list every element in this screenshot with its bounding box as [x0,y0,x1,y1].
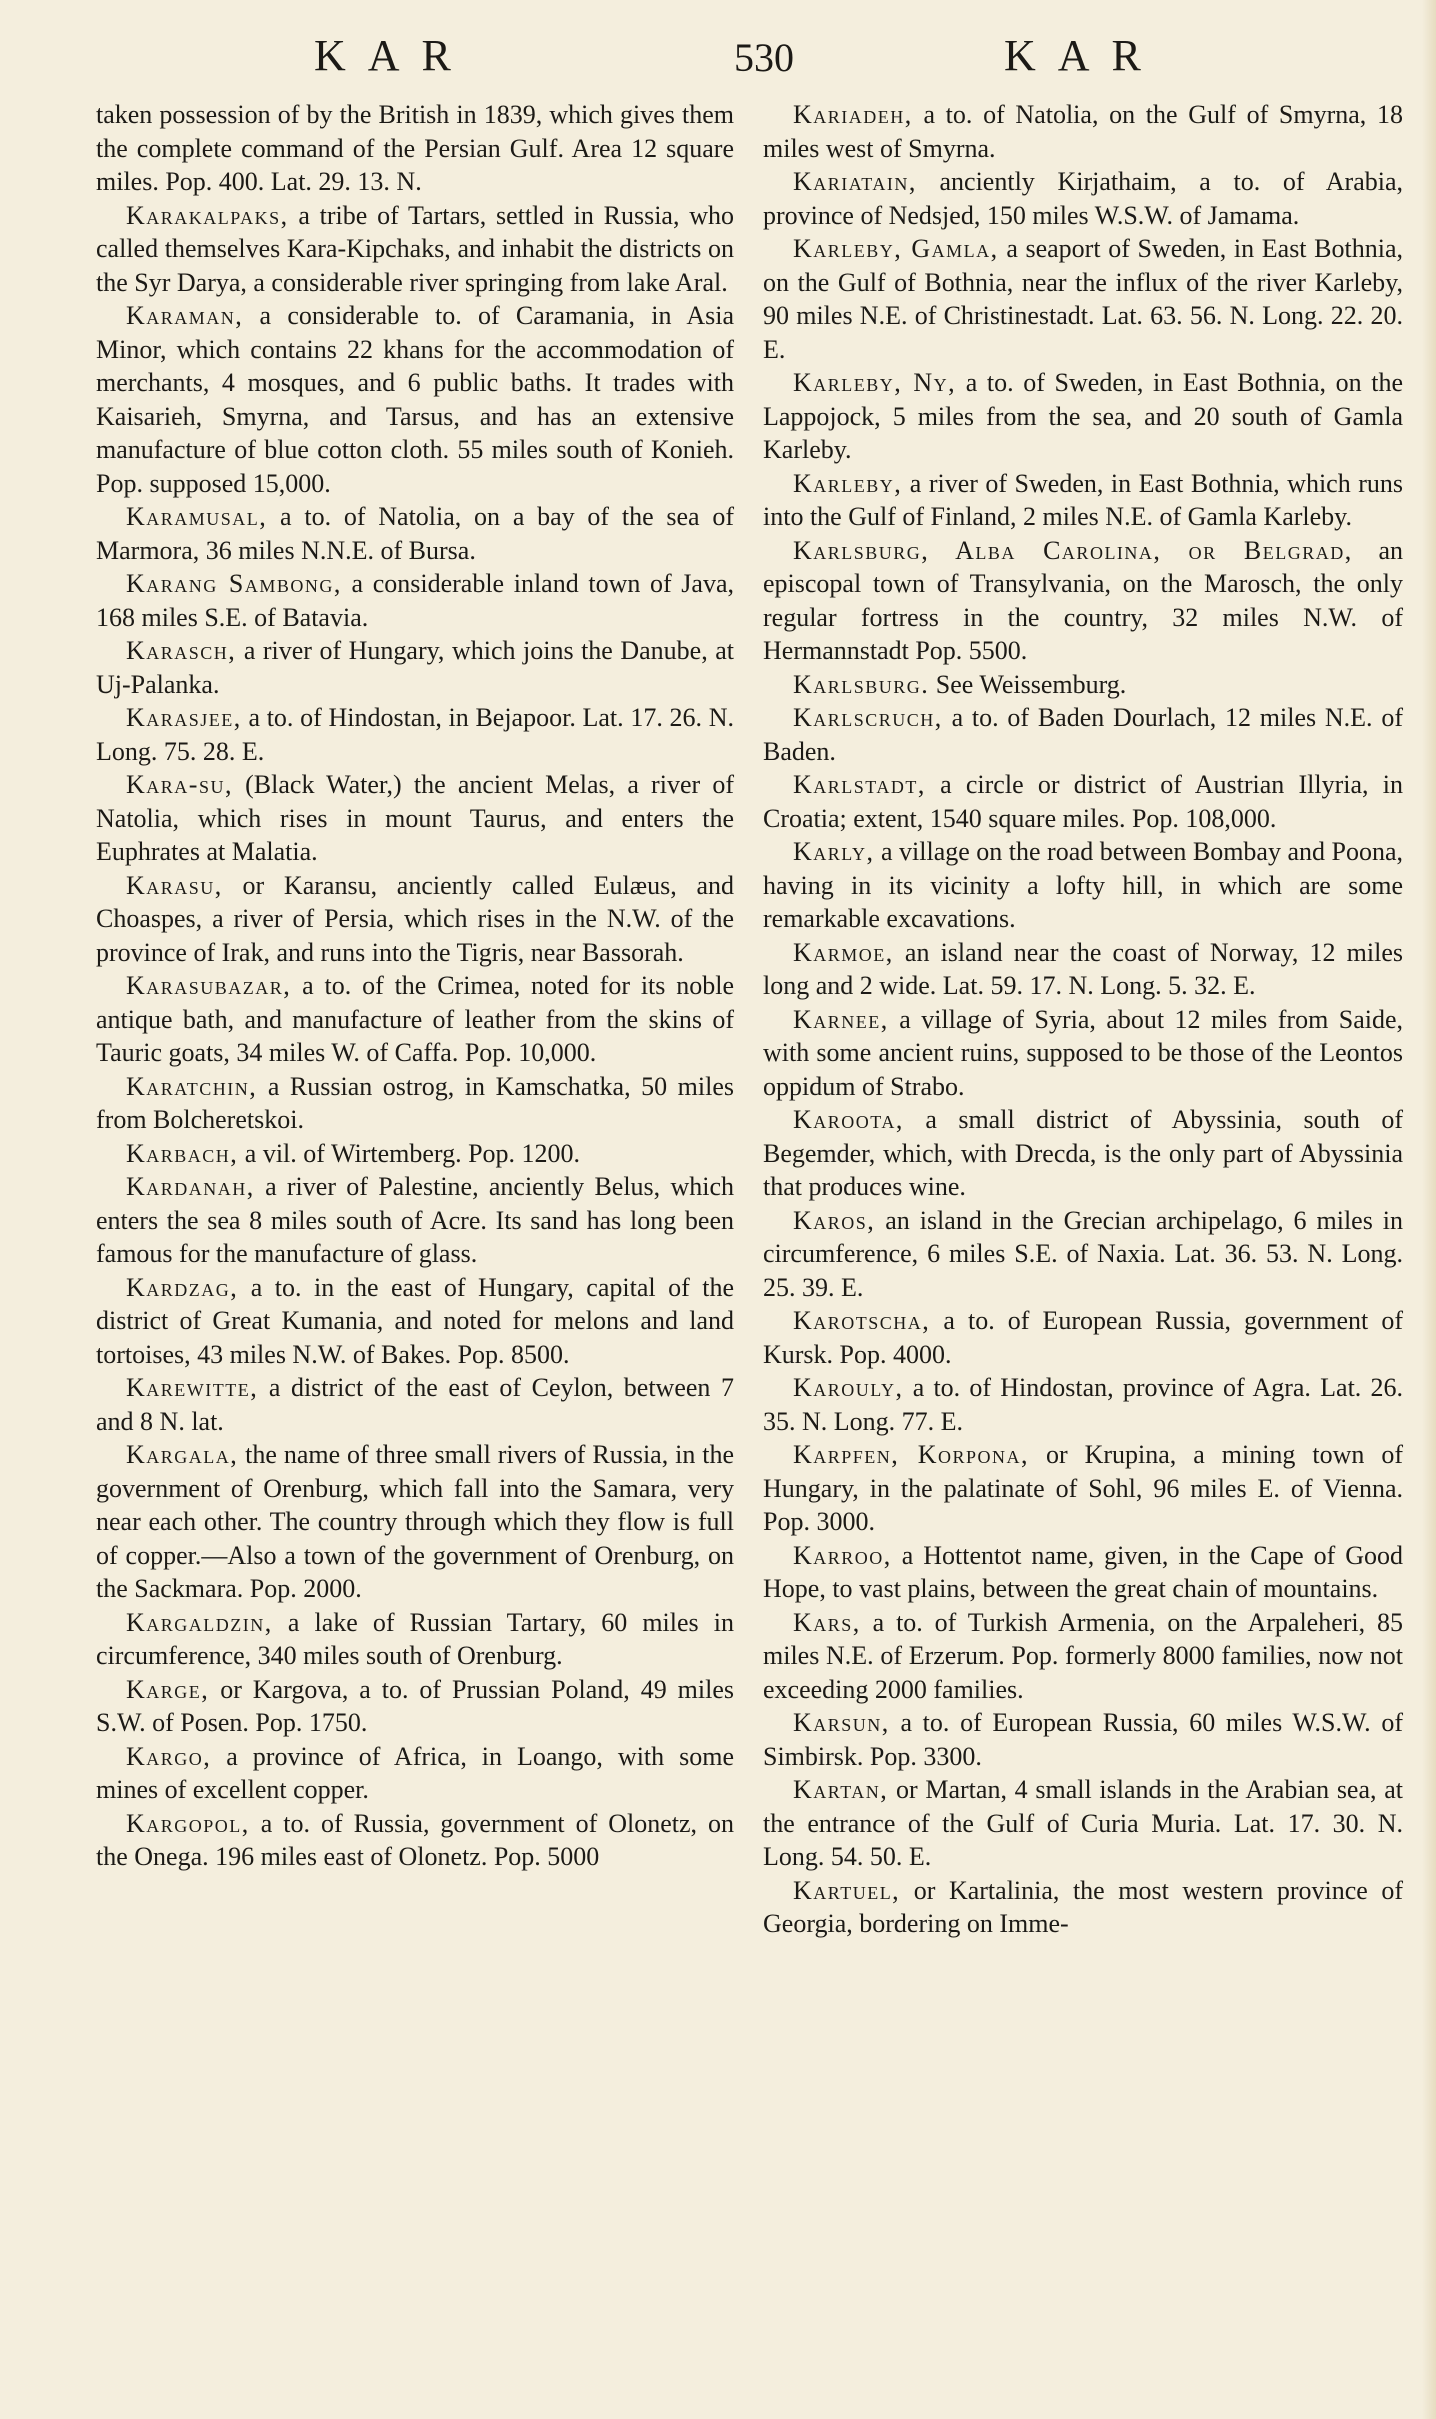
entry-headword: Kargo, [126,1741,212,1771]
gazetteer-entry [96,1606,734,1673]
entry-text: a river of Palestine, anciently Belus, which enters the sea 8 miles south of Acre. Its sand has long been famous for the manufacture of glass. [96,1172,734,1268]
entry-text: an island in the Grecian archipelago, 6 miles in circumference, 6 miles S.E. of Naxia. Lat. 36. 53. N. Long. 25. 39. E. [763,1205,1403,1302]
gazetteer-entry [763,1773,1403,1874]
entry-headword: Karasjee, [126,703,242,732]
entry-text: or Kartalinia, the most western province of Georgia, bordering on Imme- [763,1875,1403,1938]
entry-text: a tribe of Tartars, settled in Russia, who called themselves Kara-Kipchaks, and inhabit the districts on the Syr Darya, a considerable river springing from lake Aral. [96,200,734,297]
gazetteer-entry [763,467,1403,534]
gazetteer-entry [763,1371,1403,1438]
gazetteer-entry [763,701,1403,768]
gazetteer-entry [96,869,734,970]
entry-text: a to. of Russia, government of Olonetz, on the Onega. 196 miles east of Olonetz. Pop. 5000 [96,1808,734,1871]
page-edge [1422,0,1436,2419]
running-header [0,30,1436,90]
gazetteer-entry [763,1606,1403,1707]
page-number: 530 [734,35,794,80]
gazetteer-entry [96,98,734,199]
gazetteer-entry [96,1673,734,1740]
gazetteer-entry [763,1706,1403,1773]
gazetteer-entry [763,768,1403,835]
entry-text: a to. of Sweden, in East Bothnia, on the Lappojock, 5 miles from the sea, and 20 south of Gamla Karleby. [763,368,1403,464]
entry-headword: Karleby, [793,468,903,498]
gazetteer-entry [763,1103,1403,1204]
entry-headword: Karpfen, Korpona, [793,1440,1030,1469]
entry-text: a district of the east of Ceylon, between 7 and 8 N. lat. [96,1373,734,1436]
entry-text: a river of Sweden, in East Bothnia, which runs into the Gulf of Finland, 2 miles N.E. of Gamla Karleby. [763,468,1403,531]
gazetteer-entry [763,1438,1403,1539]
entry-headword: Karmoe, [793,937,894,967]
entry-text: a village of Syria, about 12 miles from Saide, with some ancient ruins, supposed to be those of the Leontos oppidum of Strabo. [763,1004,1403,1101]
gazetteer-entry [96,768,734,869]
entry-text: a to. of Natolia, on a bay of the sea of Marmora, 36 miles N.N.E. of Bursa. [96,502,734,565]
entry-text: the name of three small rivers of Russia, in the government of Orenburg, which fall into the Samara, very near each other. The country through which they flow is full of copper.—Also a town of the government of Orenburg, on the Sackmara. Pop. 2000. [96,1440,734,1603]
entry-text: a small district of Abyssinia, south of Begemder, which, with Drecda, is the only part of Abyssinia that produces wine. [763,1105,1403,1201]
entry-headword: Kargala, [126,1440,239,1469]
gazetteer-entry [763,1204,1403,1305]
entry-text: or Kargova, a to. of Prussian Poland, 49 miles S.W. of Posen. Pop. 1750. [96,1674,734,1737]
gazetteer-entry [96,1807,734,1874]
gazetteer-entry [96,199,734,300]
entry-text: a considerable inland town of Java, 168 miles S.E. of Batavia. [96,569,734,632]
entry-text: a circle or district of Austrian Illyria, in Croatia; extent, 1540 square miles. Pop. 108,000. [763,770,1403,833]
entry-text: a to. of European Russia, 60 miles W.S.W. of Simbirsk. Pop. 3300. [763,1708,1403,1771]
gazetteer-entry [96,634,734,701]
entry-headword: Karlsburg. [793,669,930,699]
entry-headword: Karoota, [793,1105,904,1134]
gazetteer-entry [96,1740,734,1807]
entry-headword: Kargaldzin, [126,1607,273,1637]
entry-text: taken possession of by the British in 1839, which gives them the complete command of the Persian Gulf. Area 12 square miles. Pop. 400. Lat. 29. 13. N. [96,100,734,196]
entry-text: or Krupina, a mining town of Hungary, in the palatinate of Sohl, 96 miles E. of Vienna. Pop. 3000. [763,1440,1403,1536]
entry-text: a to. of European Russia, government of Kursk. Pop. 4000. [763,1306,1403,1369]
entry-headword: Karasch, [126,636,237,665]
entry-text: a to. in the east of Hungary, capital of the district of Great Kumania, and noted for melons and land tortoises, 43 miles N.W. of Bakes. Pop. 8500. [96,1272,734,1369]
entry-text: a to. of Natolia, on the Gulf of Smyrna, 18 miles west of Smyrna. [763,100,1403,163]
entry-headword: Karbach, [126,1138,239,1168]
gazetteer-entry [96,567,734,634]
entry-text: a to. of the Crimea, noted for its noble antique bath, and manufacture of leather from the skins of Tauric goats, 34 miles W. of Caffa. Pop. 10,000. [96,971,734,1067]
entry-headword: Karnee, [793,1004,889,1034]
entry-text: See Weissemburg. [929,669,1127,699]
gazetteer-entry [763,1304,1403,1371]
entry-text: a considerable to. of Caramania, in Asia Minor, which contains 22 khans for the accommodation of merchants, 4 mosques, and 6 public baths. It trades with Kaisarieh, Smyrna, and Tarsus, and has an extensive manufacture of blue cotton cloth. 55 miles south of Konieh. Pop. supposed 15,000. [96,301,734,498]
entry-headword: Karlsburg, Alba Carolina, or Belgrad, [793,535,1353,565]
entry-headword: Karamusal, [126,502,268,531]
entry-headword: Karatchin, [126,1071,258,1101]
entry-headword: Kariatain, [793,167,917,196]
entry-text: an episcopal town of Transylvania, on the Marosch, the only regular fortress in the country, 32 miles N.W. of Hermannstadt Pop. 5500. [763,535,1404,665]
entry-text: a to. of Hindostan, province of Agra. Lat. 26. 35. N. Long. 77. E. [763,1373,1403,1436]
entry-headword: Karleby, Gamla, [793,234,999,263]
entry-headword: Kara-su, [126,770,233,799]
gazetteer-entry [96,1271,734,1372]
gazetteer-entry [763,232,1403,366]
gazetteer-entry [96,1371,734,1438]
entry-headword: Karasubazar, [126,971,292,1000]
entry-text: a Hottentot name, given, in the Cape of Good Hope, to vast plains, between the great chain of mountains. [763,1540,1403,1603]
gazetteer-entry [763,366,1403,467]
entry-headword: Kardzag, [126,1272,239,1302]
entry-headword: Karotscha, [793,1306,931,1335]
gazetteer-entry [96,969,734,1070]
gazetteer-entry [763,835,1403,936]
gazetteer-entry [763,534,1403,668]
entry-text: or Martan, 4 small islands in the Arabian sea, at the entrance of the Gulf of Curia Muria. Lat. 17. 30. N. Long. 54. 50. E. [763,1775,1403,1871]
entry-text: a river of Hungary, which joins the Danube, at Uj-Palanka. [96,636,734,699]
gazetteer-entry [763,165,1403,232]
entry-text: a seaport of Sweden, in East Bothnia, on the Gulf of Bothnia, near the influx of the river Karleby, 90 miles N.E. of Christinestadt. Lat. 63. 56. N. Long. 22. 20. E. [763,234,1403,364]
gazetteer-entry [763,936,1403,1003]
entry-text: a Russian ostrog, in Kamschatka, 50 miles from Bolcheretskoi. [96,1071,734,1134]
entry-headword: Kartuel, [793,1875,901,1905]
entry-headword: Karouly, [793,1373,904,1402]
right-column [763,98,1403,1941]
entry-headword: Karasu, [126,870,223,900]
entry-headword: Karly, [793,837,875,866]
left-column [96,98,734,1874]
entry-headword: Kargopol, [126,1808,250,1838]
entry-text: a village on the road between Bombay and Poona, having in its vicinity a lofty hill, in which are some remarkable excavations. [763,837,1404,933]
entry-headword: Karewitte, [126,1373,259,1402]
gazetteer-entry [763,1003,1403,1104]
entry-headword: Karos, [793,1205,876,1235]
entry-text: or Karansu, anciently called Eulæus, and Choaspes, a river of Persia, which rises in the N.W. of the province of Irak, and runs into the Tigris, near Bassorah. [96,870,734,967]
entry-headword: Kartan, [793,1775,889,1804]
header-left-guide-word: KAR [314,31,473,80]
entry-headword: Karlscruch, [793,703,943,732]
entry-headword: Karleby, Ny, [793,368,957,397]
gazetteer-entry [763,98,1403,165]
entry-headword: Karakalpaks, [126,200,289,230]
gazetteer-entry [96,1170,734,1271]
entry-text: a vil. of Wirtemberg. Pop. 1200. [238,1138,581,1168]
gazetteer-entry [763,1874,1403,1941]
gazetteer-entry [96,1438,734,1606]
entry-headword: Karsun, [793,1708,890,1737]
entry-text: a to. of Hindostan, in Bejapoor. Lat. 17. 26. N. Long. 75. 28. E. [96,703,734,766]
gazetteer-entry [763,668,1403,702]
header-right-guide-word: KAR [1004,31,1163,80]
entry-headword: Kars, [793,1607,861,1637]
gazetteer-entry [96,500,734,567]
entry-headword: Karang Sambong, [126,569,342,598]
entry-text: (Black Water,) the ancient Melas, a river of Natolia, which rises in mount Taurus, and enters the Euphrates at Malatia. [96,770,734,866]
gazetteer-entry [763,1539,1403,1606]
entry-headword: Karaman, [126,301,244,330]
entry-headword: Kariadeh, [793,100,913,129]
entry-text: a province of Africa, in Loango, with some mines of excellent copper. [96,1741,734,1804]
entry-text: an island near the coast of Norway, 12 miles long and 2 wide. Lat. 59. 17. N. Long. 5. 32. E. [763,937,1403,1000]
entry-text: a lake of Russian Tartary, 60 miles in circumference, 340 miles south of Orenburg. [96,1607,734,1670]
entry-headword: Karlstadt, [793,770,926,799]
gazetteer-entry [96,1137,734,1171]
gazetteer-entry [96,299,734,500]
entry-text: a to. of Turkish Armenia, on the Arpaleheri, 85 miles N.E. of Erzerum. Pop. formerly 8000 families, now not exceeding 2000 families. [763,1607,1403,1704]
gazetteer-entry [96,1070,734,1137]
gazetteer-entry [96,701,734,768]
entry-text: anciently Kirjathaim, a to. of Arabia, province of Nedsjed, 150 miles W.S.W. of Jamama. [763,167,1403,230]
entry-text: a to. of Baden Dourlach, 12 miles N.E. of Baden. [763,703,1403,766]
entry-headword: Karge, [126,1674,210,1704]
entry-headword: Karroo, [793,1540,892,1570]
entry-headword: Kardanah, [126,1172,255,1201]
